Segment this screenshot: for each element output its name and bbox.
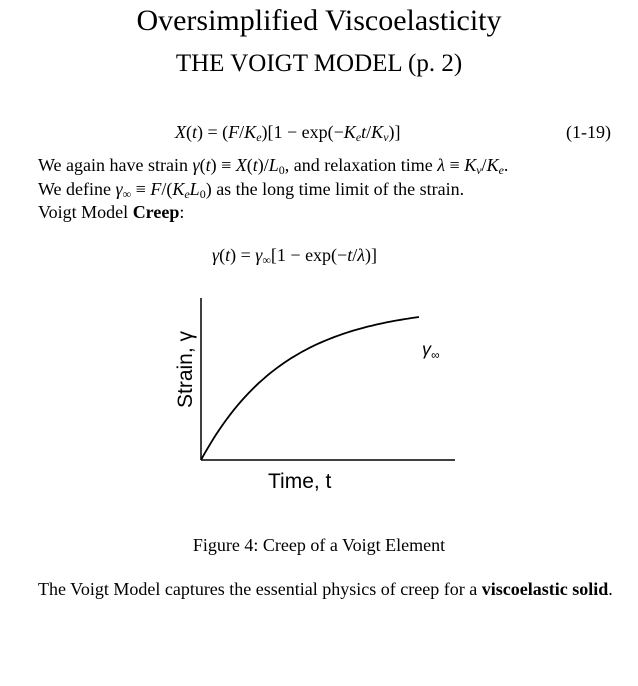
- closing-paragraph: The Voigt Model captures the essential physics of creep for a viscoelastic solid.: [38, 579, 613, 599]
- figure-caption: Figure 4: Creep of a Voigt Element: [192, 535, 446, 555]
- paragraph-line-3: Voigt Model Creep:: [38, 202, 185, 222]
- x-axis-label: Time, t: [268, 470, 332, 493]
- paragraph-line-1: We again have strain $\gamma(t) \equiv X(t)/L_0$, and relaxation time $\lambda \equiv K_v/K_e$.: [38, 155, 509, 177]
- paragraph-line-2: We define $\gamma_\infty \equiv F/(K_eL_0)$ as the long time limit of the strain.: [38, 179, 465, 201]
- y-axis-label: Strain, γ: [174, 330, 197, 408]
- page-title: Oversimplified Viscoelasticity: [136, 4, 502, 37]
- creep-chart: [160, 290, 470, 500]
- curve-label: $\gamma_\infty$: [422, 339, 440, 362]
- page-subtitle: THE VOIGT MODEL (p. 2): [175, 50, 463, 77]
- equation-1-19: $X(t) = (F/K_e)[1 - \exp(-K_et/K_v)]$: [175, 122, 401, 144]
- creep-curve: [201, 317, 419, 460]
- creep-equation: $\gamma(t) = \gamma_\infty[1 - \exp(-t/\lambda)]$: [212, 245, 378, 267]
- equation-number: (1-19): [566, 122, 611, 142]
